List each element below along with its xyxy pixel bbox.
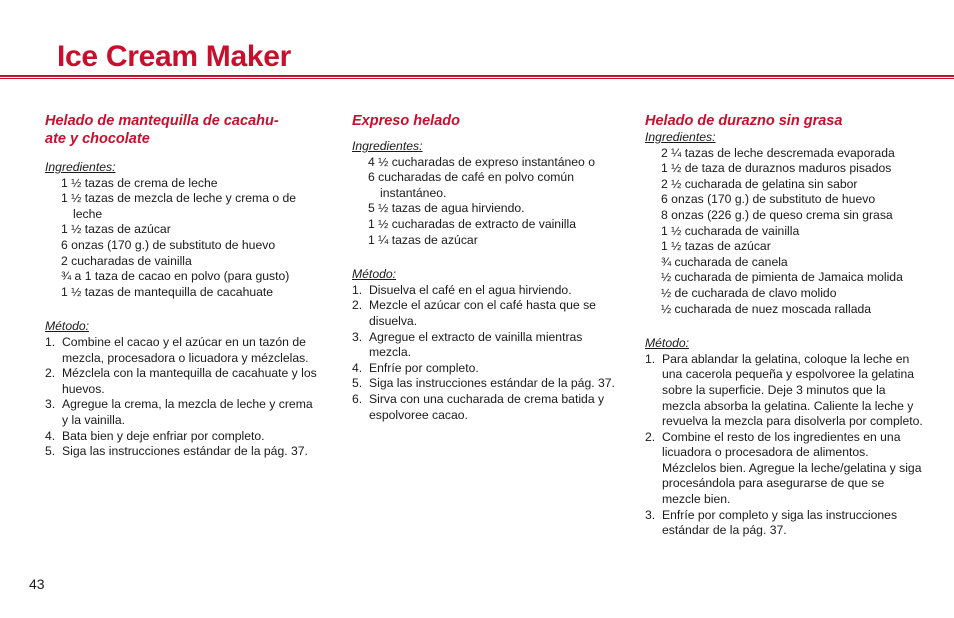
- ingredient-item: 1 ½ de taza de duraznos maduros pisados: [661, 161, 892, 176]
- method-step: 1. Combine el cacao y el azúcar en un tazón de mezcla, procesadora o licuadora y mézclelas.: [45, 334, 309, 365]
- method-label: Método:: [45, 319, 90, 334]
- recipe-column-2: [352, 112, 622, 423]
- recipe-column-3: [645, 112, 925, 539]
- ingredients-label: Ingredientes:: [45, 160, 116, 174]
- ingredient-item: 6 cucharadas de café en polvo común instantáneo.: [368, 170, 574, 200]
- ingredients-label: Ingredientes:: [352, 139, 423, 153]
- ingredient-item: 1 ¼ tazas de azúcar: [368, 232, 478, 247]
- method-step: 2. Mezcle el azúcar con el café hasta que se disuelva.: [352, 298, 596, 328]
- ingredient-item: 6 onzas (170 g.) de substituto de huevo: [61, 237, 276, 252]
- ingredient-item: ¾ cucharada de canela: [661, 254, 788, 269]
- method-step: 2. Mézclela con la mantequilla de cacahuate y los huevos.: [45, 366, 317, 396]
- method-step: 5. Siga las instrucciones estándar de la pág. 37.: [45, 444, 308, 459]
- method-step: 6. Sirva con una cucharada de crema batida y espolvoree cacao.: [352, 391, 605, 422]
- ingredients-list: [45, 176, 320, 301]
- ingredient-item: 2 ¼ tazas de leche descremada evaporada: [661, 145, 895, 160]
- recipe-title: Helado de mantequilla de cacahu- ate y chocolate: [45, 113, 279, 147]
- method-step: 5. Siga las instrucciones estándar de la pág. 37.: [352, 376, 615, 391]
- ingredient-item: 1 ½ tazas de azúcar: [61, 222, 171, 237]
- method-steps: [45, 335, 320, 460]
- method-step: 3. Enfríe por completo y siga las instrucciones estándar de la pág. 37.: [645, 507, 898, 538]
- ingredient-item: 1 ½ cucharadas de extracto de vainilla: [368, 216, 576, 231]
- method-step: 2. Combine el resto de los ingredientes en una licuadora o procesadora de alimentos. Mézclelos bien. Agregue la leche/gelatina y siga procesándola para asegurarse de que se mezcle bien.: [645, 429, 922, 507]
- page-title: Ice Cream Maker: [57, 40, 291, 73]
- ingredients-list: [645, 146, 925, 318]
- ingredient-item: ½ cucharada de nuez moscada rallada: [661, 301, 872, 316]
- ingredient-item: 5 ½ tazas de agua hirviendo.: [368, 201, 525, 216]
- method-step: 1. Para ablandar la gelatina, coloque la leche en una cacerola pequeña y espolvoree la gelatina sobre la superficie. Deje 3 minutos que la mezcla absorba la gelatina. Caliente la leche y revuelva la mezcla para disolverla por completo.: [645, 351, 923, 429]
- ingredient-item: 1 ½ tazas de azúcar: [661, 239, 771, 254]
- method-steps: [645, 352, 925, 539]
- method-step: 3. Agregue la crema, la mezcla de leche y crema y la vainilla.: [45, 397, 313, 427]
- method-step: 1. Disuelva el café en el agua hirviendo.: [352, 282, 572, 297]
- method-step: 4. Bata bien y deje enfriar por completo.: [45, 428, 265, 443]
- title-rule: [0, 75, 954, 79]
- recipe-title: Helado de durazno sin grasa: [645, 113, 843, 129]
- ingredient-item: 1 ½ tazas de mezcla de leche y crema o de leche: [61, 191, 297, 221]
- method-step: 3. Agregue el extracto de vainilla mientras mezcla.: [352, 329, 583, 360]
- method-label: Método:: [352, 267, 397, 282]
- recipe-title: Expreso helado: [352, 113, 460, 129]
- method-label: Método:: [645, 336, 690, 351]
- ingredient-item: 2 ½ cucharada de gelatina sin sabor: [661, 176, 858, 191]
- recipe-column-1: [45, 112, 320, 460]
- ingredient-item: ¾ a 1 taza de cacao en polvo (para gusto): [61, 269, 290, 284]
- page-number: 43: [29, 576, 45, 592]
- ingredient-item: 1 ½ cucharada de vainilla: [661, 223, 800, 238]
- ingredient-item: 8 onzas (226 g.) de queso crema sin grasa: [661, 207, 893, 222]
- ingredient-item: ½ cucharada de pimienta de Jamaica molida: [661, 270, 903, 285]
- ingredients-label: Ingredientes:: [645, 130, 716, 144]
- ingredient-item: 1 ½ tazas de crema de leche: [61, 175, 218, 190]
- ingredient-item: 1 ½ tazas de mantequilla de cacahuate: [61, 284, 274, 299]
- ingredient-item: 2 cucharadas de vainilla: [61, 253, 192, 268]
- method-steps: [352, 283, 622, 423]
- ingredient-item: 6 onzas (170 g.) de substituto de huevo: [661, 192, 876, 207]
- ingredient-item: 4 ½ cucharadas de expreso instantáneo o: [368, 154, 595, 169]
- ingredients-list: [352, 155, 622, 249]
- method-step: 4. Enfríe por completo.: [352, 360, 479, 375]
- ingredient-item: ½ de cucharada de clavo molido: [661, 285, 837, 300]
